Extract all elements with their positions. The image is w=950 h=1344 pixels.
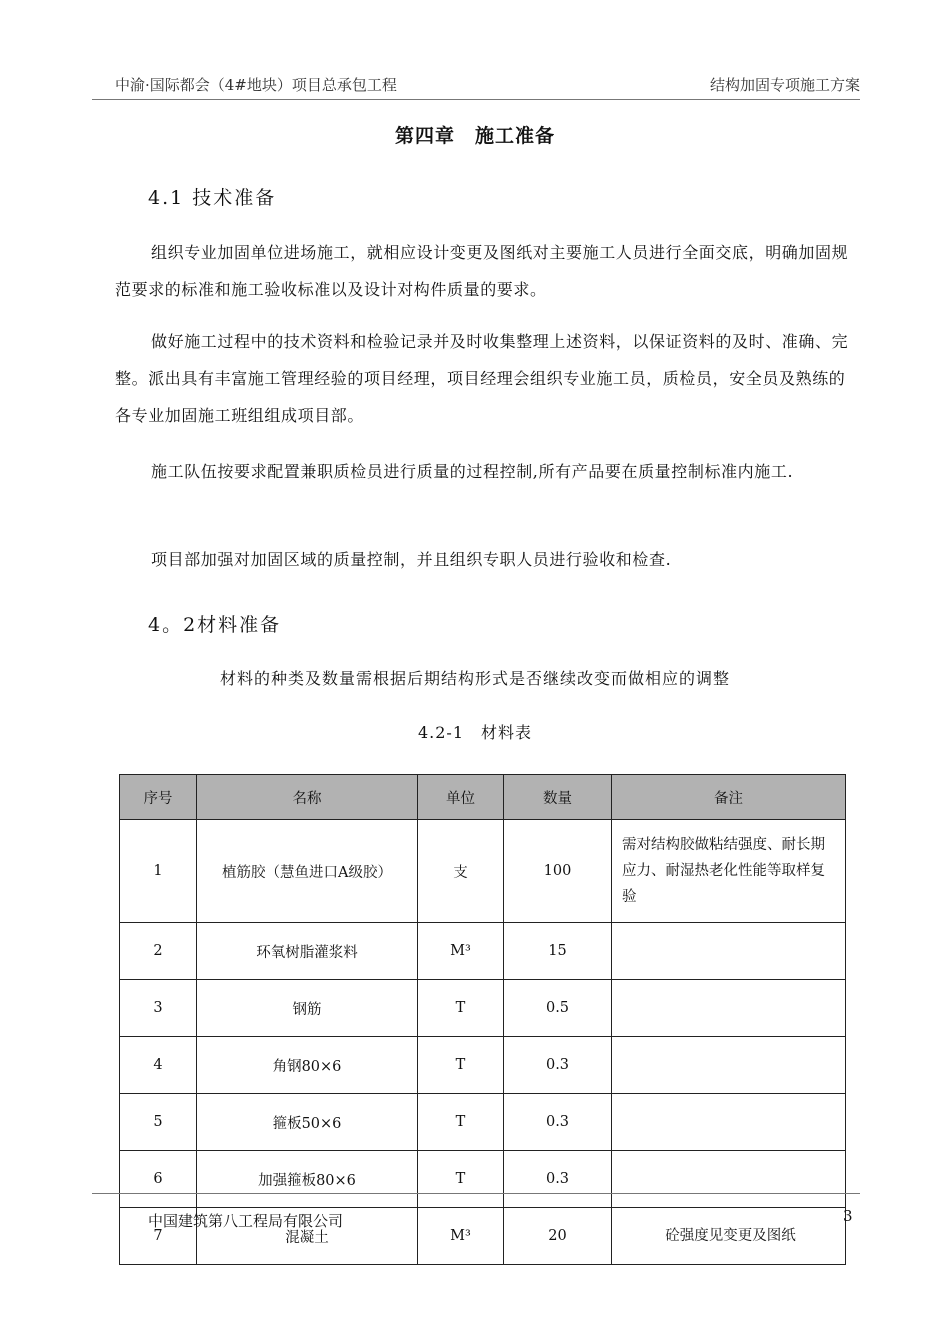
cell-no: 3 bbox=[120, 980, 197, 1037]
header-document-title: 结构加固专项施工方案 bbox=[709, 76, 860, 94]
column-header-name: 名称 bbox=[197, 775, 418, 820]
paragraph-3: 施工队伍按要求配置兼职质检员进行质量的过程控制,所有产品要在质量控制标准内施工. bbox=[151, 462, 794, 481]
cell-qty: 20 bbox=[504, 1208, 612, 1265]
cell-qty: 100 bbox=[504, 820, 612, 923]
cell-qty: 0.3 bbox=[504, 1037, 612, 1094]
column-header-unit: 单位 bbox=[418, 775, 504, 820]
cell-remark bbox=[612, 923, 846, 980]
cell-name: 角钢80×6 bbox=[197, 1037, 418, 1094]
column-header-no: 序号 bbox=[120, 775, 197, 820]
cell-qty: 0.3 bbox=[504, 1151, 612, 1208]
chapter-title: 第四章 施工准备 bbox=[394, 125, 555, 147]
cell-no: 1 bbox=[120, 820, 197, 923]
cell-name: 混凝土 bbox=[197, 1208, 418, 1265]
table-row bbox=[120, 1094, 846, 1151]
cell-unit: T bbox=[418, 1151, 504, 1208]
cell-no: 4 bbox=[120, 1037, 197, 1094]
table-row bbox=[120, 923, 846, 980]
paragraph-4: 项目部加强对加固区域的质量控制，并且组织专职人员进行验收和检查. bbox=[151, 550, 672, 569]
table-row bbox=[120, 1037, 846, 1094]
paragraph-1: 组织专业加固单位进场施工，就相应设计变更及图纸对主要施工人员进行全面交底，明确加固规范要求的标准和施工验收标准以及设计对构件质量的要求。 bbox=[115, 243, 849, 299]
cell-unit: T bbox=[418, 1094, 504, 1151]
cell-name: 箍板50×6 bbox=[197, 1094, 418, 1151]
cell-unit: M³ bbox=[418, 923, 504, 980]
cell-remark: 需对结构胶做粘结强度、耐长期应力、耐湿热老化性能等取样复验 bbox=[612, 820, 846, 923]
cell-name: 钢筋 bbox=[197, 980, 418, 1037]
header-divider bbox=[92, 99, 860, 100]
header-project-title: 中渝·国际都会（4#地块）项目总承包工程 bbox=[115, 76, 397, 94]
cell-qty: 15 bbox=[504, 923, 612, 980]
page-number: 3 bbox=[843, 1207, 853, 1225]
cell-unit: T bbox=[418, 1037, 504, 1094]
cell-name: 加强箍板80×6 bbox=[197, 1151, 418, 1208]
table-header-row bbox=[120, 775, 846, 820]
cell-remark bbox=[612, 1094, 846, 1151]
cell-remark bbox=[612, 980, 846, 1037]
table-row bbox=[120, 1151, 846, 1208]
paragraph-2: 做好施工过程中的技术资料和检验记录并及时收集整理上述资料，以保证资料的及时、准确、完整。派出具有丰富施工管理经验的项目经理，项目经理会组织专业施工员，质检员，安全员及熟练的各专业加固施工班组组成项目部。 bbox=[115, 332, 849, 425]
cell-remark: 砼强度见变更及图纸 bbox=[612, 1208, 846, 1265]
cell-no: 2 bbox=[120, 923, 197, 980]
cell-remark bbox=[612, 1151, 846, 1208]
cell-name: 植筋胶（慧鱼进口A级胶） bbox=[197, 820, 418, 923]
footer-divider bbox=[92, 1193, 860, 1194]
materials-note: 材料的种类及数量需根据后期结构形式是否继续改变而做相应的调整 bbox=[219, 669, 730, 688]
cell-unit: 支 bbox=[418, 820, 504, 923]
cell-qty: 0.5 bbox=[504, 980, 612, 1037]
table-caption: 4.2-1 材料表 bbox=[417, 723, 533, 742]
section-heading-technical: 4.1 技术准备 bbox=[148, 187, 277, 209]
footer-company: 中国建筑第八工程局有限公司 bbox=[148, 1212, 344, 1230]
cell-no: 7 bbox=[120, 1208, 197, 1265]
cell-qty: 0.3 bbox=[504, 1094, 612, 1151]
cell-no: 6 bbox=[120, 1151, 197, 1208]
column-header-remark: 备注 bbox=[612, 775, 846, 820]
cell-no: 5 bbox=[120, 1094, 197, 1151]
materials-table bbox=[119, 774, 846, 1265]
table-row bbox=[120, 820, 846, 923]
section-heading-materials: 4。2材料准备 bbox=[148, 614, 282, 636]
cell-remark bbox=[612, 1037, 846, 1094]
table-row bbox=[120, 980, 846, 1037]
cell-name: 环氧树脂灌浆料 bbox=[197, 923, 418, 980]
cell-unit: M³ bbox=[418, 1208, 504, 1265]
column-header-qty: 数量 bbox=[504, 775, 612, 820]
cell-unit: T bbox=[418, 980, 504, 1037]
